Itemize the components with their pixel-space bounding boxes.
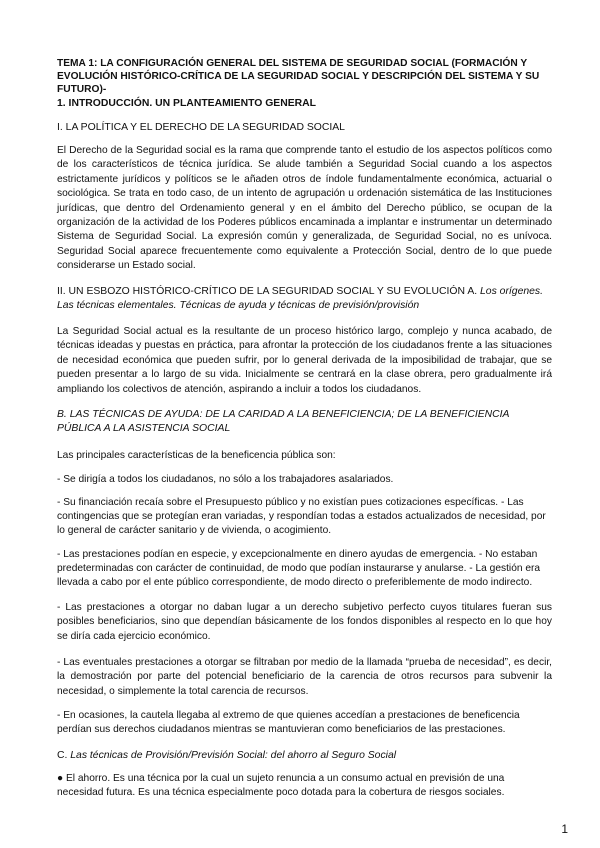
subsection-heading-prevision-italic: Las técnicas de Provisión/Previsión Social: del ahorro al Seguro Social [70, 750, 397, 761]
subsection-heading-esbozo [57, 285, 552, 313]
paragraph-derecho-seguridad-social: El Derecho de la Seguridad social es la rama que comprende tanto el estudio de los aspectos políticos como de los característicos de técnica jurídica. Se alude también a Seguridad Social cuando a los aspectos estrictamente jurídicos y políticos se le añaden otros de índole fundamentalmente económica, actuarial o sociológica. Se trata en todo caso, de un intento de agrupación u ordenación sistemática de las Instituciones jurídicas, que dentro del Ordenamiento general y en el ámbito del Derecho público, se ocupan de la organización de la actividad de los Poderes públicos encaminada a implantar e instrumentar un determinado Sistema de Seguridad Social. La expresión común y generalizada, de Seguridad Social, no es unívoca. Seguridad Social aparece frecuentemente como equivalente a Protección Social, dentro de lo que puede considerarse un Estado social. [57, 145, 552, 272]
list-item: - Las prestaciones podían en especie, y excepcionalmente en dinero ayudas de emergencia. - No estaban predeterminadas con carácter de continuidad, de modo que podían instaurarse y anularse. - La gestión era llevada a cabo por el ente público correspondiente, de modo directo o preferiblemente de modo indirecto. [57, 549, 541, 588]
page-number: 1 [561, 822, 568, 836]
subsection-heading-politica: I. LA POLÍTICA Y EL DERECHO DE LA SEGURIDAD SOCIAL [57, 122, 345, 133]
subsection-heading-prevision-letter: C. [57, 750, 71, 761]
subsection-heading-tecnicas-ayuda: B. LAS TÉCNICAS DE AYUDA: DE LA CARIDAD A LA BENEFICIENCIA; DE LA BENEFICIENCIA PÚBLICA A LA ASISTENCIA SOCIAL [57, 409, 510, 434]
paragraph-ahorro [57, 772, 552, 800]
paragraph-seguridad-social-actual: La Seguridad Social actual es la resultante de un proceso histórico largo, complejo y nunca acabado, de técnicas ideadas y puestas en práctica, para afrontar la protección de los ciudadanos frente a las situaciones de necesidad económica que pueden sufrir, por lo general derivada de la imposibilidad de trabajar, que se pueden presentar a lo largo de su vida. Inicialmente se centrará en la clase obrera, pero gradualmente irá ampliando los colectivos de atención, aspirando a incluir a todos los ciudadanos. [57, 326, 552, 395]
list-item: - Las eventuales prestaciones a otorgar se filtraban por medio de la llamada “prueba de necesidad”, es decir, la demostración por parte del potencial beneficiario de la carencia de otros recursos para subvenir la necesidad, o simplemente la total carencia de recursos. [57, 657, 552, 697]
list-item: - Se dirigía a todos los ciudadanos, no sólo a los trabajadores asalariados. [57, 474, 394, 485]
subsection-heading-esbozo-italic: Los orígenes. Las técnicas elementales. Técnicas de ayuda y técnicas de previsión/provisión [57, 286, 543, 311]
list-item: - Las prestaciones a otorgar no daban lugar a un derecho subjetivo perfecto cuyos titulares fueran sus posibles beneficiarios, sino que dependían básicamente de los fondos disponibles al respecto en lo que hoy se diría cada ejercicio económico. [57, 602, 552, 642]
bullet-icon: ● [57, 773, 64, 784]
subsection-heading-esbozo-text: II. UN ESBOZO HISTÓRICO-CRÍTICO DE LA SEGURIDAD SOCIAL Y SU EVOLUCIÓN A. [57, 286, 481, 297]
list-intro: Las principales características de la beneficencia pública son: [57, 450, 336, 461]
subsection-heading-prevision [57, 749, 552, 763]
document-title: TEMA 1: LA CONFIGURACIÓN GENERAL DEL SISTEMA DE SEGURIDAD SOCIAL (FORMACIÓN Y EVOLUCIÓN HISTÓRICO-CRÍTICA DE LA SEGURIDAD SOCIAL Y DESCRIPCIÓN DEL SISTEMA Y SU FUTURO)- [57, 58, 540, 95]
section-heading-introduction: 1. INTRODUCCIÓN. UN PLANTEAMIENTO GENERAL [57, 98, 317, 109]
paragraph-ahorro-text: El ahorro. Es una técnica por la cual un sujeto renuncia a un consumo actual en previsión de una necesidad futura. Es una técnica especialmente poco dotada para la cobertura de riesgos sociales. [57, 773, 505, 798]
list-item: - En ocasiones, la cautela llegaba al extremo de que quienes accedían a prestaciones de beneficencia perdían sus derechos ciudadanos mientras se mantuvieran como beneficiarios de las prestaciones. [57, 710, 520, 735]
list-item: - Su financiación recaía sobre el Presupuesto público y no existían pues cotizaciones específicas. - Las contingencias que se protegían eran variadas, y respondían todas a estados actualizados de necesidad, por lo general de carácter sanitario y de vivienda, o acogimiento. [57, 497, 546, 536]
